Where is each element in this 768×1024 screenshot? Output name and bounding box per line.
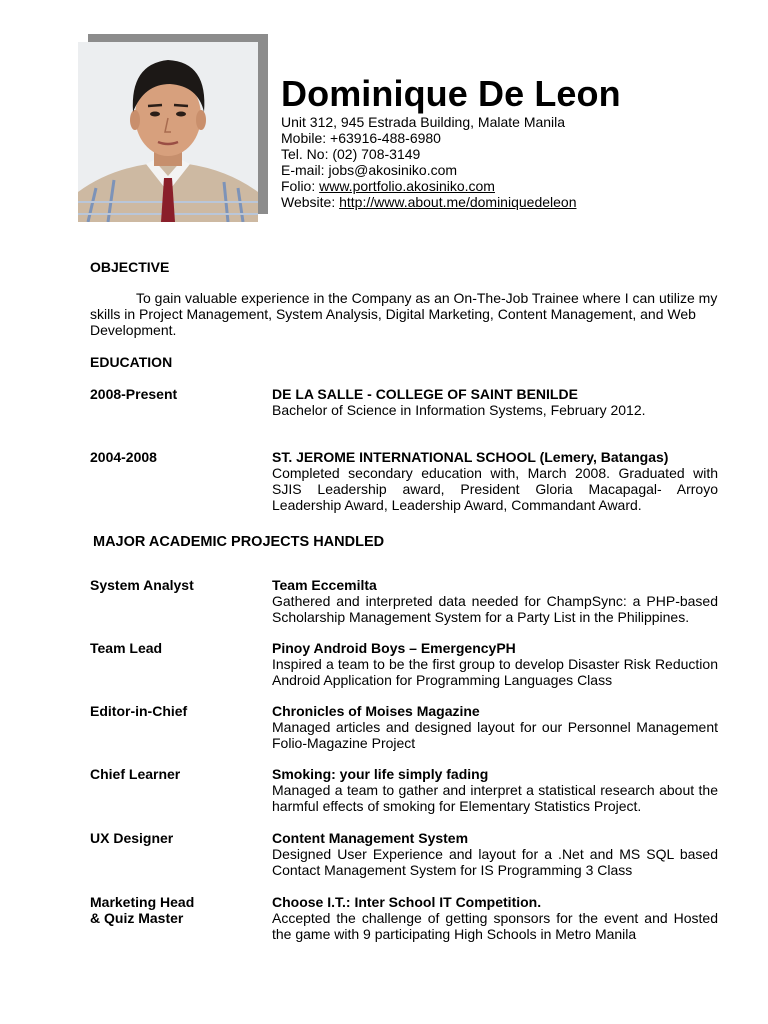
objective-heading: OBJECTIVE [90, 259, 170, 275]
address-line: Unit 312, 945 Estrada Building, Malate Manila [281, 114, 566, 130]
project-role: UX Designer [90, 830, 174, 846]
folio-line [281, 178, 576, 194]
project-detail: Inspired a team to be the first group to develop Disaster Risk Reduction Android Application for Programming Languages Class [272, 656, 718, 688]
email-line [281, 162, 576, 178]
project-role: Chief Learner [90, 766, 181, 782]
website-link[interactable]: http://www.about.me/dominiquedeleon [339, 194, 577, 210]
profile-photo-frame [78, 34, 268, 224]
project-title: Chronicles of Moises Magazine [272, 703, 480, 719]
mobile-value: +63916-488-6980 [330, 130, 441, 146]
project-title: Smoking: your life simply fading [272, 766, 489, 782]
education-heading: EDUCATION [90, 354, 173, 370]
project-entry [272, 766, 718, 814]
website-label: Website: [281, 194, 340, 210]
project-detail: Accepted the challenge of getting sponsors for the event and Hosted the game with 9 participating High Schools in Metro Manila [272, 910, 718, 942]
project-entry [272, 640, 718, 688]
education-years: 2008-Present [90, 386, 178, 402]
project-title: Choose I.T.: Inter School IT Competition. [272, 894, 542, 910]
projects-heading: MAJOR ACADEMIC PROJECTS HANDLED [93, 534, 385, 550]
contact-block [281, 114, 576, 210]
education-years: 2004-2008 [90, 449, 157, 465]
project-detail: Gathered and interpreted data needed for ChampSync: a PHP-based Scholarship Management System for a Party List in the Philippines. [272, 593, 718, 625]
project-entry [272, 830, 718, 878]
education-entry [272, 449, 718, 513]
project-title: Team Eccemilta [272, 577, 377, 593]
project-entry [272, 577, 718, 625]
project-role-line: & Quiz Master [90, 910, 184, 926]
website-line [281, 194, 576, 210]
mobile-line [281, 130, 576, 146]
education-detail: Bachelor of Science in Information Systems, February 2012. [272, 402, 646, 418]
candidate-name: Dominique De Leon [281, 73, 621, 114]
project-title: Pinoy Android Boys – EmergencyPH [272, 640, 516, 656]
project-role: System Analyst [90, 577, 194, 593]
project-detail: Managed articles and designed layout for our Personnel Management Folio-Magazine Project [272, 719, 718, 751]
project-title: Content Management System [272, 830, 469, 846]
email-label: E-mail: [281, 162, 329, 178]
profile-photo [78, 42, 258, 222]
tel-label: Tel. No: [281, 146, 333, 162]
education-entry [272, 386, 718, 418]
folio-link[interactable]: www.portfolio.akosiniko.com [319, 178, 495, 194]
mobile-label: Mobile: [281, 130, 331, 146]
tel-line [281, 146, 576, 162]
project-entry [272, 894, 718, 942]
project-role [90, 894, 260, 926]
folio-label: Folio: [281, 178, 320, 194]
objective-text: To gain valuable experience in the Company as an On-The-Job Trainee where I can utilize my skills in Project Management, System Analysis, Digital Marketing, Content Management, and Web Development. [90, 290, 718, 338]
tel-value: (02) 708-3149 [332, 146, 421, 162]
project-entry [272, 703, 718, 751]
email-value: jobs@akosiniko.com [328, 162, 458, 178]
project-role: Editor-in-Chief [90, 703, 188, 719]
education-school: DE LA SALLE - COLLEGE OF SAINT BENILDE [272, 386, 578, 402]
project-detail: Managed a team to gather and interpret a statistical research about the harmful effects of smoking for Elementary Statistics Project. [272, 782, 718, 814]
education-detail: Completed secondary education with, March 2008. Graduated with SJIS Leadership award, President Gloria Macapagal- Arroyo Leadership Award, Leadership Award, Commandant Award. [272, 465, 718, 513]
portrait-illustration [78, 42, 258, 222]
project-role-line: Marketing Head [90, 894, 195, 910]
project-role: Team Lead [90, 640, 163, 656]
project-detail: Designed User Experience and layout for a .Net and MS SQL based Contact Management System for IS Programming 3 Class [272, 846, 718, 878]
education-school: ST. JEROME INTERNATIONAL SCHOOL (Lemery, Batangas) [272, 449, 669, 465]
